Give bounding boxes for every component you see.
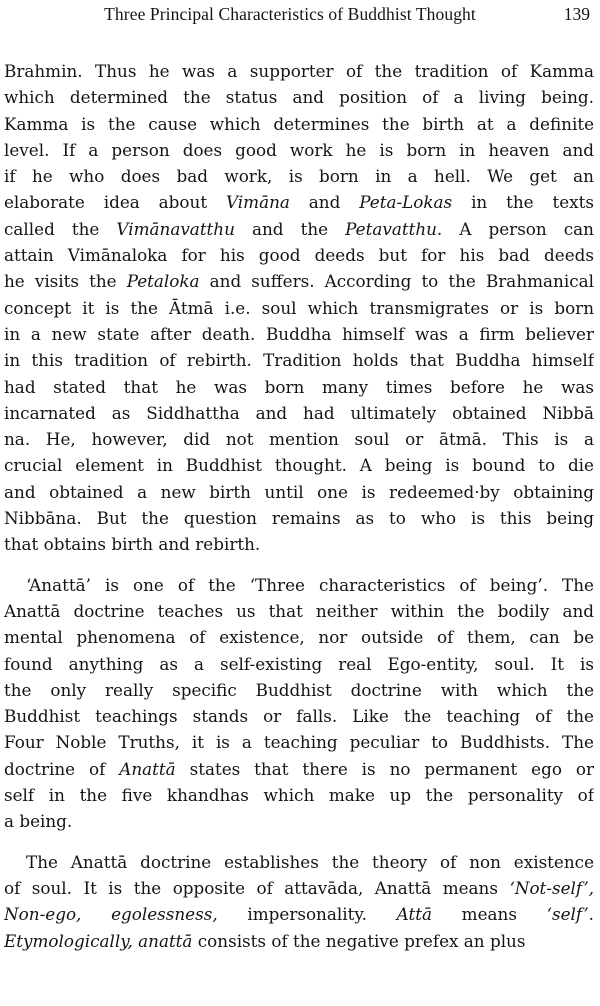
text-run: Kamma is the cause which determines the birth at a definite [4, 113, 594, 134]
text-line [4, 624, 594, 650]
text-run: crucial element in Buddhist thought. A being is bound to die [4, 455, 594, 476]
text-line [4, 756, 594, 782]
text-run: ‘Anattā’ is one of the ‘Three characteristics of being’. The [26, 574, 594, 595]
text-run: in the texts [452, 192, 594, 213]
text-line [4, 216, 594, 242]
paragraph [4, 572, 594, 835]
italic-term: Anattā [119, 758, 176, 779]
text-run: states that there is no permanent ego or [175, 758, 594, 779]
text-line [4, 400, 594, 426]
text-run: consists of the negative prefex an plus [192, 930, 526, 951]
text-run: he visits the [4, 271, 127, 292]
text-line [4, 572, 594, 598]
text-run: A person can [442, 218, 594, 239]
italic-term: Attā [396, 904, 432, 925]
text-line [4, 163, 594, 189]
text-line [4, 58, 594, 84]
text-run: incarnated as Siddhattha and had ultimately obtained Nibbā [4, 402, 594, 423]
italic-term: ‘Not-self’, [509, 877, 594, 898]
text-line [4, 347, 594, 373]
text-run: level. If a person does good work he is born in heaven and [4, 139, 594, 160]
text-run: impersonality. [217, 904, 397, 925]
paragraph [4, 58, 594, 558]
text-run: in a new state after death. Buddha himself was a firm believer [4, 323, 594, 344]
text-run: attain Vimānaloka for his good deeds but for his bad deeds [4, 245, 594, 266]
text-line [4, 452, 594, 478]
text-run: and [289, 192, 360, 213]
text-line [4, 677, 594, 703]
text-run: found anything as a self-existing real Ego-entity, soul. It is [4, 653, 594, 674]
text-run: and obtained a new birth until one is redeemed·by obtaining [4, 481, 594, 502]
text-run: self in the five khandhas which make up the personality of [4, 785, 594, 806]
italic-term: Petaloka [126, 271, 200, 292]
text-line [4, 374, 594, 400]
text-line [4, 531, 594, 557]
text-line [4, 928, 594, 954]
italic-term: Petavatthu. [345, 218, 443, 239]
text-line [4, 782, 594, 808]
text-run: called the [4, 218, 117, 239]
text-line [4, 84, 594, 110]
text-line [4, 479, 594, 505]
text-line [4, 651, 594, 677]
text-line [4, 729, 594, 755]
text-line [4, 295, 594, 321]
text-run: Buddhist teachings stands or falls. Like the teaching of the [4, 706, 594, 727]
text-line [4, 111, 594, 137]
text-run: the only really specific Buddhist doctrine with which the [4, 679, 594, 700]
text-run: had stated that he was born many times before he was [4, 376, 594, 397]
text-line [4, 849, 594, 875]
italic-term: ‘self’. [546, 904, 594, 925]
text-run: The Anattā doctrine establishes the theory of non existence [26, 851, 594, 872]
text-run: elaborate idea about [4, 192, 226, 213]
paragraph-gap [4, 835, 594, 849]
text-line [4, 137, 594, 163]
text-run: and suffers. According to the Brahmanical [199, 271, 594, 292]
text-run: na. He, however, did not mention soul or ātmā. This is a [4, 429, 594, 450]
paragraph-gap [4, 558, 594, 572]
text-line [4, 808, 594, 834]
text-run: means [431, 904, 547, 925]
text-line [4, 901, 594, 927]
text-run: and the [234, 218, 346, 239]
text-run: which determined the status and position of a living being. [4, 87, 594, 108]
text-line [4, 875, 594, 901]
italic-term: Vimānavatthu [116, 218, 235, 239]
text-run: in this tradition of rebirth. Tradition holds that Buddha himself [4, 350, 594, 371]
text-line [4, 268, 594, 294]
text-run: concept it is the Ātmā i.e. soul which transmigrates or is born [4, 297, 594, 318]
running-title: Three Principal Characteristics of Buddhist Thought [104, 4, 476, 24]
italic-term: Etymologically, anattā [4, 930, 193, 951]
text-run: Nibbāna. But the question remains as to who is this being [4, 508, 594, 529]
text-line [4, 598, 594, 624]
italic-term: Non-ego, egolessness, [4, 904, 218, 925]
text-run: mental phenomena of existence, nor outside of them, can be [4, 627, 594, 648]
text-line [4, 426, 594, 452]
body-text [4, 58, 594, 954]
text-line [4, 703, 594, 729]
text-line [4, 505, 594, 531]
text-run: Anattā doctrine teaches us that neither within the bodily and [4, 600, 594, 621]
text-run: doctrine of [4, 758, 120, 779]
text-run: that obtains birth and rebirth. [4, 534, 261, 555]
text-line [4, 321, 594, 347]
paragraph [4, 849, 594, 954]
text-run: Brahmin. Thus he was a supporter of the tradition of Kamma [4, 61, 594, 81]
text-run: Four Noble Truths, it is a teaching peculiar to Buddhists. The [4, 732, 594, 753]
text-run: if he who does bad work, is born in a hell. We get an [4, 166, 594, 187]
text-line [4, 242, 594, 268]
italic-term: Peta-Lokas [359, 192, 453, 213]
text-run: a being. [4, 811, 73, 832]
italic-term: Vimāna [225, 192, 290, 213]
text-line [4, 189, 594, 215]
page-number: 139 [563, 4, 590, 24]
text-run: of soul. It is the opposite of attavāda, Anattā means [4, 877, 510, 898]
